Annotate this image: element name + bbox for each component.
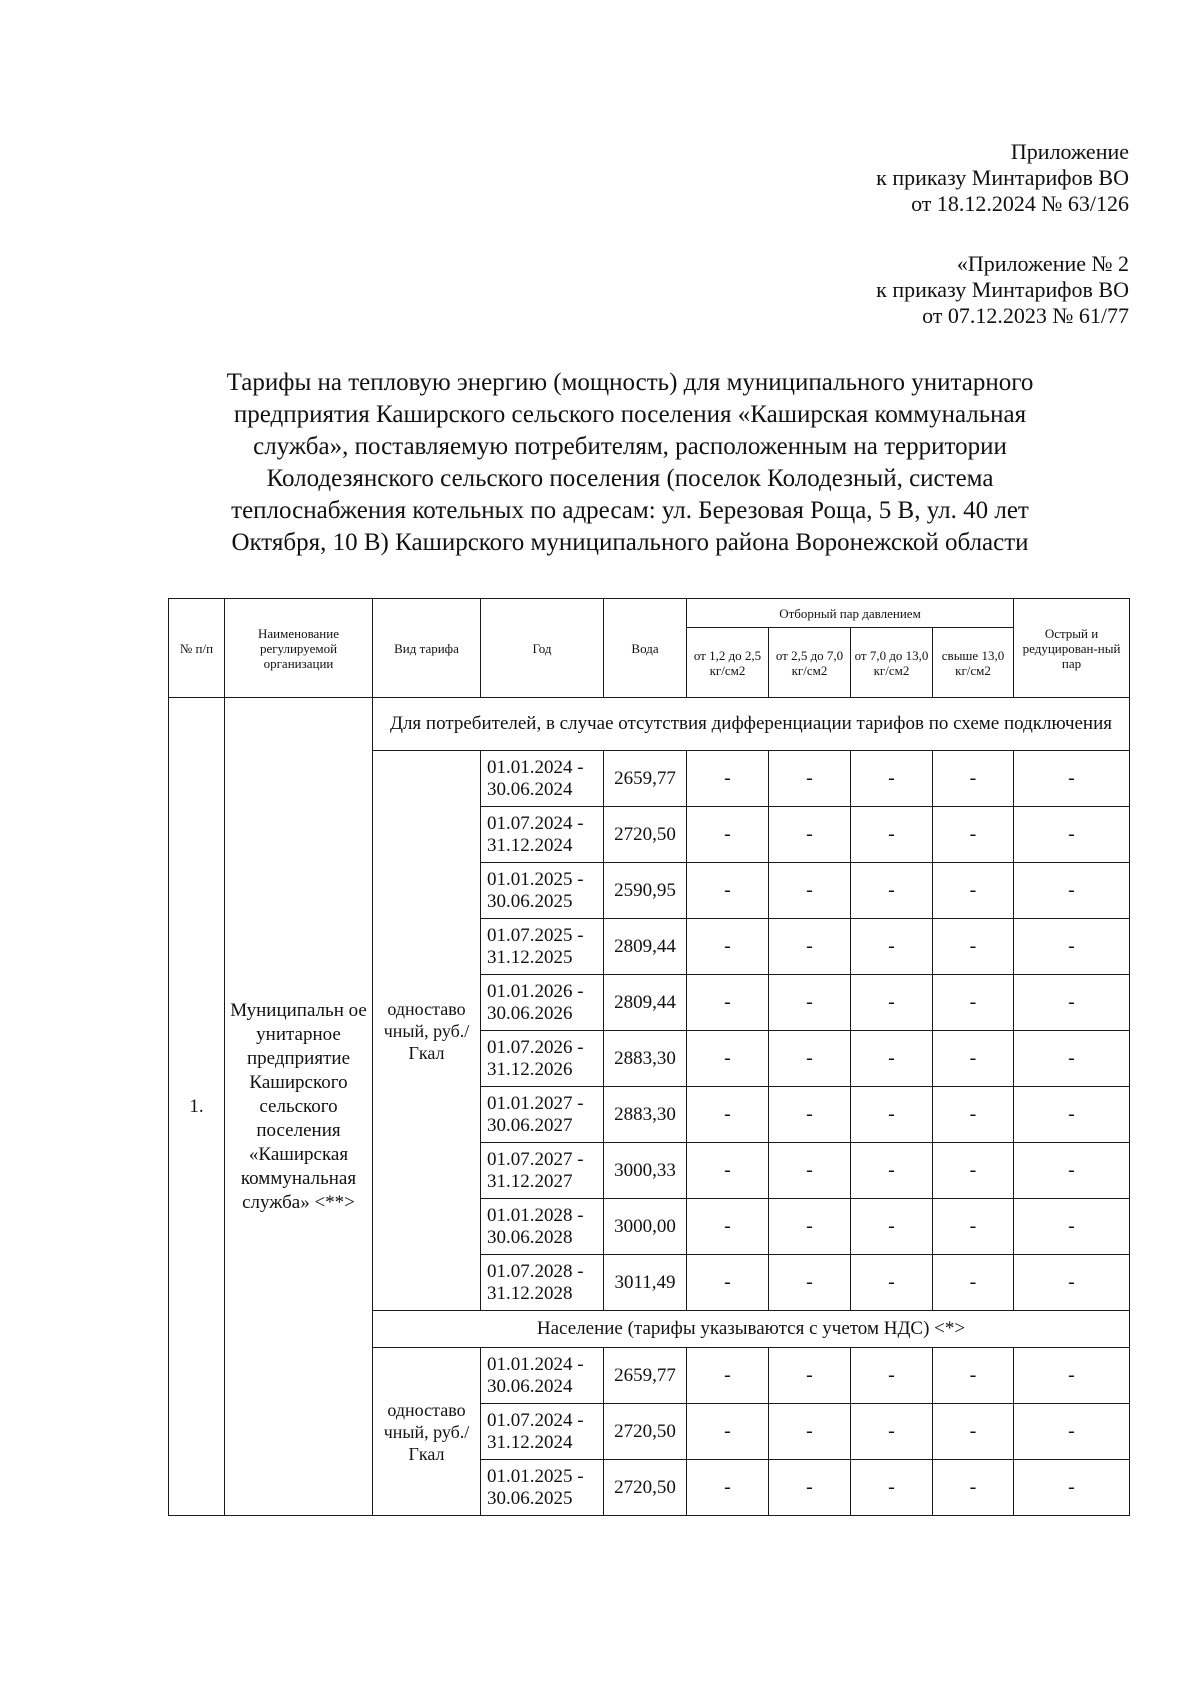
row-number: 1.	[169, 698, 225, 1516]
steam-tariff-cell: -	[933, 807, 1014, 863]
period-cell: 01.01.2025 - 30.06.2025	[481, 863, 604, 919]
steam-tariff-cell: -	[933, 975, 1014, 1031]
steam-tariff-cell: -	[769, 1348, 851, 1404]
steam-tariff-cell: -	[687, 807, 769, 863]
steam-tariff-cell: -	[933, 1031, 1014, 1087]
sharp-steam-tariff-cell: -	[1014, 1348, 1130, 1404]
steam-tariff-cell: -	[933, 1255, 1014, 1311]
water-tariff-cell: 2809,44	[604, 975, 687, 1031]
header-steam-2: от 2,5 до 7,0 кг/см2	[769, 628, 851, 698]
title-line: теплоснабжения котельных по адресам: ул. Березовая Роща, 5 В, ул. 40 лет	[231, 497, 1029, 524]
appendix-header-line: от 18.12.2024 № 63/126	[911, 191, 1129, 216]
sharp-steam-tariff-cell: -	[1014, 807, 1130, 863]
steam-tariff-cell: -	[769, 807, 851, 863]
steam-tariff-cell: -	[687, 1255, 769, 1311]
steam-tariff-cell: -	[769, 1143, 851, 1199]
sharp-steam-tariff-cell: -	[1014, 919, 1130, 975]
steam-tariff-cell: -	[933, 1404, 1014, 1460]
steam-tariff-cell: -	[769, 1087, 851, 1143]
water-tariff-cell: 3000,00	[604, 1199, 687, 1255]
sharp-steam-tariff-cell: -	[1014, 975, 1130, 1031]
steam-tariff-cell: -	[687, 1404, 769, 1460]
steam-tariff-cell: -	[687, 1031, 769, 1087]
period-cell: 01.01.2024 - 30.06.2024	[481, 1348, 604, 1404]
period-cell: 01.01.2024 - 30.06.2024	[481, 751, 604, 807]
steam-tariff-cell: -	[933, 863, 1014, 919]
steam-tariff-cell: -	[933, 1460, 1014, 1516]
prior-header-line: от 07.12.2023 № 61/77	[922, 303, 1129, 328]
sharp-steam-tariff-cell: -	[1014, 1404, 1130, 1460]
steam-tariff-cell: -	[687, 919, 769, 975]
title-line: Октября, 10 В) Каширского муниципального района Воронежской области	[231, 529, 1029, 556]
steam-tariff-cell: -	[687, 1348, 769, 1404]
sharp-steam-tariff-cell: -	[1014, 751, 1130, 807]
sharp-steam-tariff-cell: -	[1014, 1460, 1130, 1516]
header-row-1	[169, 599, 1130, 628]
header-year: Год	[481, 599, 604, 698]
period-cell: 01.07.2027 - 31.12.2027	[481, 1143, 604, 1199]
steam-tariff-cell: -	[687, 1460, 769, 1516]
steam-tariff-cell: -	[933, 751, 1014, 807]
document-title	[140, 367, 1120, 559]
sharp-steam-tariff-cell: -	[1014, 1199, 1130, 1255]
sharp-steam-tariff-cell: -	[1014, 1031, 1130, 1087]
period-cell: 01.07.2026 - 31.12.2026	[481, 1031, 604, 1087]
steam-tariff-cell: -	[687, 1143, 769, 1199]
period-cell: 01.07.2028 - 31.12.2028	[481, 1255, 604, 1311]
water-tariff-cell: 2659,77	[604, 751, 687, 807]
section-title: Население (тарифы указываются с учетом НДС) <*>	[373, 1311, 1130, 1348]
period-cell: 01.07.2024 - 31.12.2024	[481, 1404, 604, 1460]
period-cell: 01.07.2025 - 31.12.2025	[481, 919, 604, 975]
sharp-steam-tariff-cell: -	[1014, 1255, 1130, 1311]
steam-tariff-cell: -	[687, 863, 769, 919]
steam-tariff-cell: -	[769, 919, 851, 975]
steam-tariff-cell: -	[769, 1031, 851, 1087]
steam-tariff-cell: -	[769, 1460, 851, 1516]
water-tariff-cell: 3000,33	[604, 1143, 687, 1199]
header-tariff-type: Вид тарифа	[373, 599, 481, 698]
title-line: предприятия Каширского сельского поселения «Каширская коммунальная	[233, 401, 1027, 428]
steam-tariff-cell: -	[933, 1199, 1014, 1255]
steam-tariff-cell: -	[851, 1348, 933, 1404]
tariff-type: одноставо чный, руб./Гкал	[373, 751, 481, 1311]
steam-tariff-cell: -	[851, 1143, 933, 1199]
water-tariff-cell: 2883,30	[604, 1087, 687, 1143]
appendix-header-line: Приложение	[1010, 139, 1129, 164]
water-tariff-cell: 2590,95	[604, 863, 687, 919]
tariff-type: одноставо чный, руб./Гкал	[373, 1348, 481, 1516]
period-cell: 01.07.2024 - 31.12.2024	[481, 807, 604, 863]
steam-tariff-cell: -	[687, 975, 769, 1031]
steam-tariff-cell: -	[851, 751, 933, 807]
period-cell: 01.01.2025 - 30.06.2025	[481, 1460, 604, 1516]
steam-tariff-cell: -	[933, 1348, 1014, 1404]
steam-tariff-cell: -	[769, 1404, 851, 1460]
prior-header-line: «Приложение № 2	[956, 251, 1129, 276]
steam-tariff-cell: -	[851, 1199, 933, 1255]
section-header-row	[169, 698, 1130, 751]
steam-tariff-cell: -	[851, 1031, 933, 1087]
prior-appendix-header	[876, 251, 1129, 329]
steam-tariff-cell: -	[769, 1255, 851, 1311]
water-tariff-cell: 2883,30	[604, 1031, 687, 1087]
sharp-steam-tariff-cell: -	[1014, 863, 1130, 919]
title-line: Тарифы на тепловую энергию (мощность) для муниципального унитарного	[226, 369, 1034, 396]
period-cell: 01.01.2028 - 30.06.2028	[481, 1199, 604, 1255]
header-num: № п/п	[169, 599, 225, 698]
steam-tariff-cell: -	[687, 751, 769, 807]
steam-tariff-cell: -	[851, 975, 933, 1031]
water-tariff-cell: 2720,50	[604, 807, 687, 863]
period-cell: 01.01.2027 - 30.06.2027	[481, 1087, 604, 1143]
steam-tariff-cell: -	[851, 1255, 933, 1311]
steam-tariff-cell: -	[851, 919, 933, 975]
tariff-table	[168, 598, 1130, 1516]
header-steam-1: от 1,2 до 2,5 кг/см2	[687, 628, 769, 698]
water-tariff-cell: 2720,50	[604, 1460, 687, 1516]
title-line: Колодезянского сельского поселения (поселок Колодезный, система	[266, 465, 994, 492]
steam-tariff-cell: -	[933, 1087, 1014, 1143]
period-cell: 01.01.2026 - 30.06.2026	[481, 975, 604, 1031]
water-tariff-cell: 2659,77	[604, 1348, 687, 1404]
sharp-steam-tariff-cell: -	[1014, 1143, 1130, 1199]
header-steam-3: от 7,0 до 13,0 кг/см2	[851, 628, 933, 698]
steam-tariff-cell: -	[769, 863, 851, 919]
steam-tariff-cell: -	[933, 1143, 1014, 1199]
organization-name: Муниципальн ое унитарное предприятие Каширского сельского поселения «Каширская коммунальная служба» <**>	[225, 698, 373, 1516]
steam-tariff-cell: -	[769, 975, 851, 1031]
steam-tariff-cell: -	[851, 863, 933, 919]
steam-tariff-cell: -	[769, 1199, 851, 1255]
section-title: Для потребителей, в случае отсутствия дифференциации тарифов по схеме подключения	[373, 698, 1130, 751]
steam-tariff-cell: -	[851, 1460, 933, 1516]
header-steam-4: свыше 13,0 кг/см2	[933, 628, 1014, 698]
header-sharp-steam: Острый и редуцирован-ный пар	[1014, 599, 1130, 698]
header-org: Наименование регулируемой организации	[225, 599, 373, 698]
steam-tariff-cell: -	[687, 1199, 769, 1255]
header-water: Вода	[604, 599, 687, 698]
prior-header-line: к приказу Минтарифов ВО	[876, 277, 1129, 302]
steam-tariff-cell: -	[687, 1087, 769, 1143]
header-steam-group: Отборный пар давлением	[687, 599, 1014, 628]
water-tariff-cell: 3011,49	[604, 1255, 687, 1311]
water-tariff-cell: 2809,44	[604, 919, 687, 975]
steam-tariff-cell: -	[933, 919, 1014, 975]
sharp-steam-tariff-cell: -	[1014, 1087, 1130, 1143]
steam-tariff-cell: -	[851, 807, 933, 863]
steam-tariff-cell: -	[851, 1087, 933, 1143]
appendix-header-line: к приказу Минтарифов ВО	[876, 165, 1129, 190]
appendix-header	[876, 139, 1129, 217]
water-tariff-cell: 2720,50	[604, 1404, 687, 1460]
title-line: служба», поставляемую потребителям, расположенным на территории	[253, 433, 1007, 460]
steam-tariff-cell: -	[769, 751, 851, 807]
steam-tariff-cell: -	[851, 1404, 933, 1460]
